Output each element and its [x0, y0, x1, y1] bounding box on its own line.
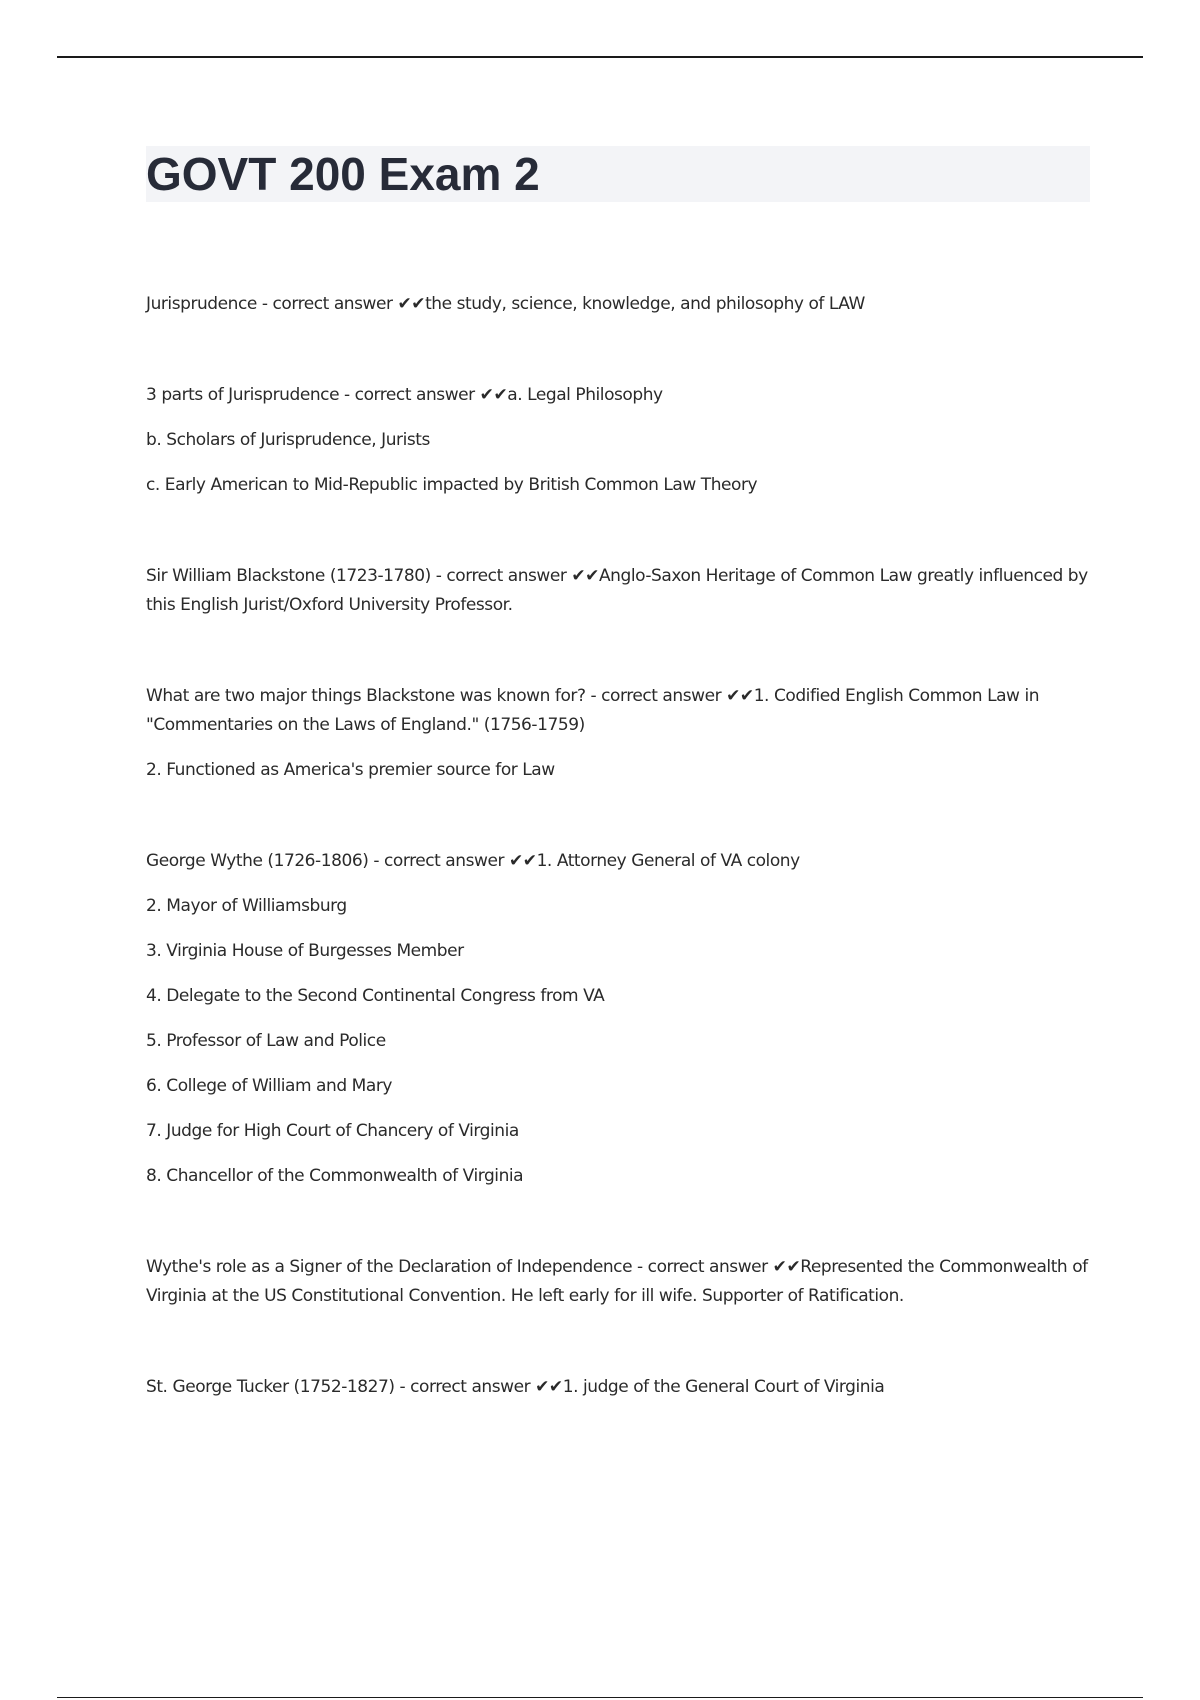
- flashcard-first-line: [146, 381, 1090, 410]
- flashcard-first-line: [146, 847, 1090, 876]
- flashcard-term: St. George Tucker (1752-1827): [146, 1377, 395, 1397]
- flashcard-answer-line: 8. Chancellor of the Commonwealth of Virginia: [146, 1166, 524, 1186]
- flashcard-answer-line: 6. College of William and Mary: [146, 1076, 392, 1096]
- flashcard-first-line: [146, 562, 1090, 620]
- flashcard-first-line: [146, 290, 1090, 319]
- flashcard-answer-line: 2. Functioned as America's premier source for Law: [146, 760, 555, 780]
- flashcard: [146, 1373, 1090, 1402]
- flashcard: [146, 682, 1090, 785]
- flashcard-term: Wythe's role as a Signer of the Declaration of Independence: [146, 1257, 633, 1277]
- flashcard-answer-line: b. Scholars of Jurisprudence, Jurists: [146, 430, 430, 450]
- flashcard-term: 3 parts of Jurisprudence: [146, 385, 340, 405]
- flashcard: [146, 847, 1090, 1191]
- flashcard-term: George Wythe (1726-1806): [146, 851, 369, 871]
- flashcard-answer-line: 5. Professor of Law and Police: [146, 1031, 386, 1051]
- correct-answer-marker: - correct answer ✔✔: [585, 686, 754, 706]
- correct-answer-marker: - correct answer ✔✔: [368, 851, 537, 871]
- flashcard-first-line: [146, 1253, 1090, 1311]
- correct-answer-marker: - correct answer ✔✔: [394, 1377, 563, 1397]
- flashcard-first-line: [146, 1373, 1090, 1402]
- flashcard: [146, 562, 1090, 620]
- flashcard-answer-line: c. Early American to Mid-Republic impacted by British Common Law Theory: [146, 475, 758, 495]
- flashcard-answer: 1. judge of the General Court of Virginia: [562, 1377, 885, 1397]
- flashcard-first-line: [146, 682, 1090, 740]
- flashcard-answer-line: 4. Delegate to the Second Continental Congress from VA: [146, 986, 605, 1006]
- flashcard-term: What are two major things Blackstone was known for?: [146, 686, 586, 706]
- correct-answer-marker: - correct answer ✔✔: [430, 566, 599, 586]
- correct-answer-marker: - correct answer ✔✔: [632, 1257, 801, 1277]
- flashcard: [146, 381, 1090, 500]
- correct-answer-marker: - correct answer ✔✔: [339, 385, 508, 405]
- flashcard-answer: Anglo-Saxon Heritage of Common Law greatly influenced by this English Jurist/Oxford University Professor.: [146, 566, 1088, 615]
- flashcard-term: Jurisprudence: [146, 294, 257, 314]
- flashcard-answer-line: 2. Mayor of Williamsburg: [146, 896, 347, 916]
- flashcard: [146, 290, 1090, 319]
- bottom-rule: [57, 1697, 1143, 1698]
- flashcard-answer: a. Legal Philosophy: [507, 385, 663, 405]
- flashcard-answer: 1. Attorney General of VA colony: [536, 851, 800, 871]
- flashcard-answer: 1. Codified English Common Law in "Commentaries on the Laws of England." (1756-1759): [146, 686, 1040, 735]
- flashcard-answer: the study, science, knowledge, and philosophy of LAW: [425, 294, 865, 314]
- correct-answer-marker: - correct answer ✔✔: [256, 294, 426, 314]
- flashcard-term: Sir William Blackstone (1723-1780): [146, 566, 431, 586]
- flashcard-list: [146, 290, 1090, 1402]
- document-title: GOVT 200 Exam 2: [146, 148, 540, 200]
- flashcard-answer-line: 7. Judge for High Court of Chancery of Virginia: [146, 1121, 519, 1141]
- flashcard: [146, 1253, 1090, 1311]
- flashcard-answer: Represented the Commonwealth of Virginia at the US Constitutional Convention. He left early for ill wife. Supporter of Ratification.: [146, 1257, 1088, 1306]
- top-rule: [57, 56, 1143, 58]
- flashcard-answer-line: 3. Virginia House of Burgesses Member: [146, 941, 464, 961]
